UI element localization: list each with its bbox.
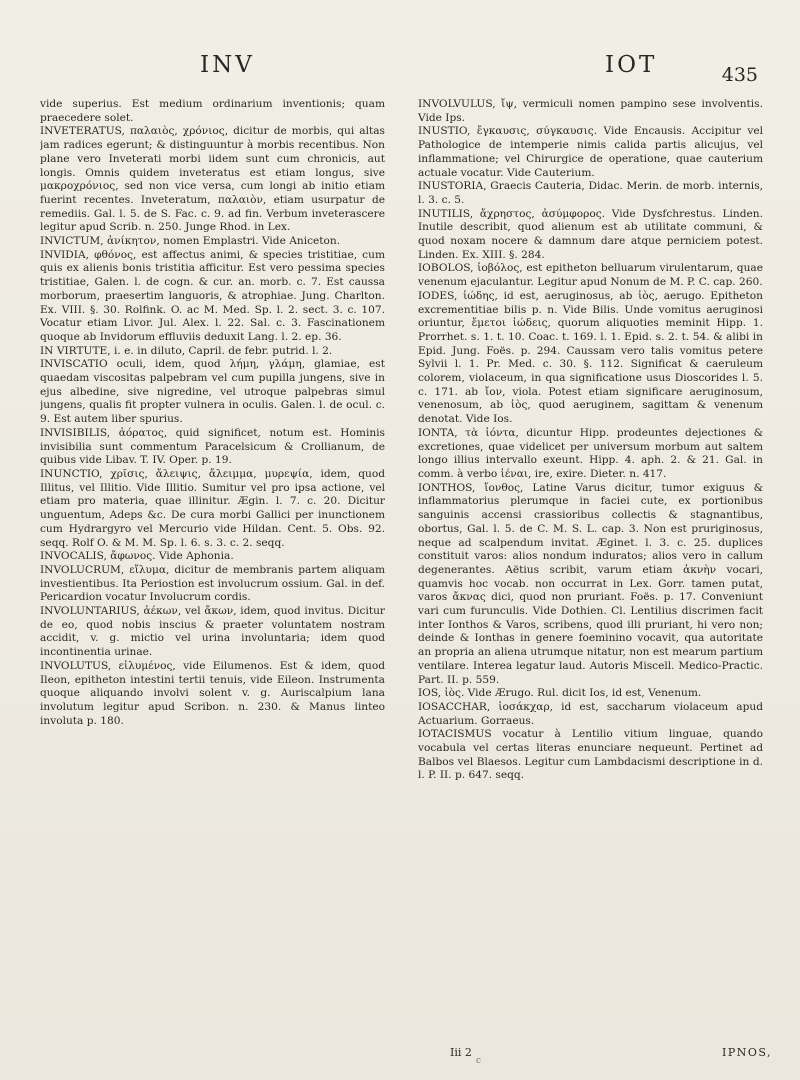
entry-ios: IOS, ἰὸς. Vide Ærugo. Rul. dicit Ios, id est, Venenum. [418, 687, 702, 700]
entry-inviscatio: INVISCATIO oculi, idem, quod λήμη, γλάμη, glamiae, est quaedam viscositas palpebram vel cum pupilla jungens, sive in ejus albedine, sive nigredine, vel utroque palpebras simul jungens, qualis fit propter vulnera in oculis. Galen. l. de ocul. c. 9. Est autem liber spurius. [40, 358, 385, 426]
entry-inveteratus: INVETERATUS, παλαιὸς, χρόνιος, dicitur de morbis, qui altas jam radices egerunt; & distinguuntur à morbis recentibus. Non plane vero Inveterati morbi iidem sunt cum chronicis, aut longis. Omnis quidem inveteratus est etiam longus, sive μακροχρόνιος, sed non vice versa, cum longi ab initio etiam fuerint recentes. Inveteratum, παλαιὸν, etiam usurpatur de remediis. Gal. l. 5. de S. Fac. c. 9. ad fin. Verbum inveterascere legitur apud Scrib. n. 250. Junge Rhod. in Lex. [40, 125, 385, 234]
entry-involuntarius: INVOLUNTARIUS, ἀέκων, vel ἄκων, idem, quod invitus. Dicitur de eo, quod nobis inscius & praeter voluntatem nostram accidit, v. g. mictio vel urina involuntaria; idem quod incontinentia urinae. [40, 605, 385, 659]
entry-involutus: INVOLUTUS, εἰλυμένος, vide Eilumenos. Est & idem, quod Ileon, epitheton intestini tertii tenuis, vide Eileon. Instrumenta quoque aliquando involvi solent v. g. Auriscalpium lana involutum legitur apud Scribon. n. 230. & Manus linteo involuta p. 180. [40, 659, 385, 727]
entry-in-virtute: IN VIRTUTE, i. e. in diluto, Capril. de febr. putrid. l. 2. [40, 344, 333, 357]
entry-iotacismus: IOTACISMUS vocatur à Lentilio vitium linguae, quando vocabula vel certas literas enunciare nequeunt. Pertinet ad Balbos vel Blaesos. Legitur cum Lambdacismi descriptione in d. l. P. II. p. 647. seqq. [418, 728, 763, 782]
left-column [40, 98, 385, 1033]
right-heading: IOT [605, 52, 658, 78]
entry-iobolos: IOBOLOS, ἰοβόλος, est epitheton belluarum virulentarum, quae venenum ejaculantur. Legitur apud Nonum de M. P. C. cap. 260. [418, 262, 763, 289]
entry-invocalis: INVOCALIS, ἄφωνος. Vide Aphonia. [40, 550, 234, 563]
entry-inustoria: INUSTORIA, Graecis Cauteria, Didac. Merin. de morb. internis, l. 3. c. 5. [418, 180, 763, 206]
page-number: 435 [721, 64, 758, 86]
signature-mark: Iii 2 [450, 1046, 472, 1059]
entry-ionthos: IONTHOS, ἴονθος, Latine Varus dicitur, tumor exiguus & inflammatorius plerumque in faciei cute, ex portionibus sanguinis accensi crassioribus collectis & stagnantibus, obortus, Gal. l. 5. de C. M. S. L. cap. 3. Non est pruriginosus, neque ad scalpendum invitat. Æginet. l. 3. c. 25. duplices constituit varos: alios nondum induratos; alios vero in callum degenerantes. Aëtius scribit, varum etiam ἀκνὴν vocari, quamvis hoc vocab. non occurrat in Lex. Gorr. tamen putat, varos ἄκνας dici, quod non pruriant. Foës. p. 17. Conveniunt vari cum furunculis. Vide Dothien. Cl. Lentilius discrimen facit inter Ionthos & Varos, scribens, quod illi pruriant, hi vero non; deinde & Ionthas in genere foeminino vocavit, qua autoritate an propria an aliena utrumque nitatur, non est mearum partium ventilare. Interea legatur laud. Autoris Miscell. Medico-Practic. Part. II. p. 559. [418, 481, 763, 686]
entry-involvulus: INVOLVULUS, ἴψ, vermiculi nomen pampino sese involventis. Vide Ips. [418, 98, 763, 124]
entry-continuation: vide superius. Est medium ordinarium inventionis; quam praecedere solet. [40, 98, 385, 124]
entry-inutilis: INUTILIS, ἄχρηστος, ἀσύμφορος. Vide Dysfchrestus. Linden. Inutile describit, quod alienum est ab utilitate communi, & quod noxam nocere & damnum dare atque perniciem potest. Linden. Ex. XIII. §. 284. [418, 207, 763, 261]
right-column [418, 98, 763, 1033]
left-heading: INV [200, 52, 255, 78]
entry-ionta: IONTA, τὰ ἰόντα, dicuntur Hipp. prodeuntes dejectiones & excretiones, quae videlicet per universum morbum aut saltem longo illius intervallo exeunt. Hipp. 4. aph. 2. & 21. Gal. in comm. à verbo ἰέναι, ire, exire. Dieter. n. 417. [418, 426, 763, 480]
entry-iosacchar: IOSACCHAR, ἰοσάκχαρ, id est, saccharum violaceum apud Actuarium. Gorraeus. [418, 700, 763, 727]
entry-invidia: INVIDIA, φθόνος, est affectus animi, & species tristitiae, cum quis ex alienis bonis tristitia afficitur. Est vero pessima species tristitiae, Galen. l. de cogn. & cur. an. morb. c. 7. Est caussa morborum, praesertim languoris, & atrophiae. Jung. Charlton. Ex. VIII. §. 30. Rolfink. O. ac M. Med. Sp. l. 2. sect. 3. c. 107. Vocatur etiam Livor. Jul. Alex. l. 22. Sal. c. 3. Fascinationem quoque ab Invidorum effluviis deduxit Lang. l. 2. ep. 36. [40, 248, 385, 343]
entry-invictum: INVICTUM, ἀνίκητον, nomen Emplastri. Vide Aniceton. [40, 235, 341, 248]
entry-invisibilis: INVISIBILIS, ἀόρατος, quid significet, notum est. Hominis invisibilia sunt commentum Paracelsicum & Crollianum, de quibus vide Libav. T. IV. Oper. p. 19. [40, 426, 385, 467]
bottom-mark: c [476, 1056, 482, 1066]
entry-inunctio: INUNCTIO, χρῖσις, ἄλειψις, ἄλειμμα, μυρεψία, idem, quod Illitus, vel Illitio. Vide Illitio. Sumitur vel pro ipsa actione, vel etiam pro materia, quae illinitur. Ægin. l. 7. c. 20. Dicitur unguentum, Adeps &c. De cura morbi Gallici per inunctionem cum Hydrargyro vel Mercurio vide Hildan. Cent. 5. Obs. 92. seqq. Rolf O. & M. M. Sp. l. 6. s. 3. c. 2. seqq. [40, 467, 385, 549]
entry-inustio: INUSTIO, ἔγκαυσις, σύγκαυσις. Vide Encausis. Accipitur vel Pathologice de intemperie nimis calida partis alicujus, vel inflammatione; vel Chirurgice de operatione, quae cauterium actuale vocatur. Vide Cauterium. [418, 125, 763, 179]
catchword: IPNOS, [722, 1046, 773, 1059]
entry-involucrum: INVOLUCRUM, εἴλυμα, dicitur de membranis partem aliquam investientibus. Ita Periostion est involucrum ossium. Gal. in def. Pericardion vocatur Involucrum cordis. [40, 563, 385, 604]
entry-iodes: IODES, ἰώδης, id est, aeruginosus, ab ἰὸς, aerugo. Epitheton excrementitiae bilis p. n. Vide Bilis. Unde vomitus aeruginosi oriuntur, ἔμετοι ἰώδεις, quorum aliquoties meminit Hipp. 1. Prorrhet. s. 1. t. 10. Coac. t. 169. l. 1. Epid. s. 2. t. 54. & alibi in Epid. Jung. Foës. p. 294. Caussam vero talis vomitus petere Sylvii l. 1. Pr. Med. c. 30. §. 112. Significat & caeruleum colorem, violaceum, in qua significatione usus Dioscorides l. 5. c. 171. ab ἴον, viola. Potest etiam significare aeruginosum, venenosum, ab ἰὸς, quod aeruginem, sagittam & venenum denotat. Vide Ios. [418, 289, 763, 426]
running-head [40, 52, 760, 92]
